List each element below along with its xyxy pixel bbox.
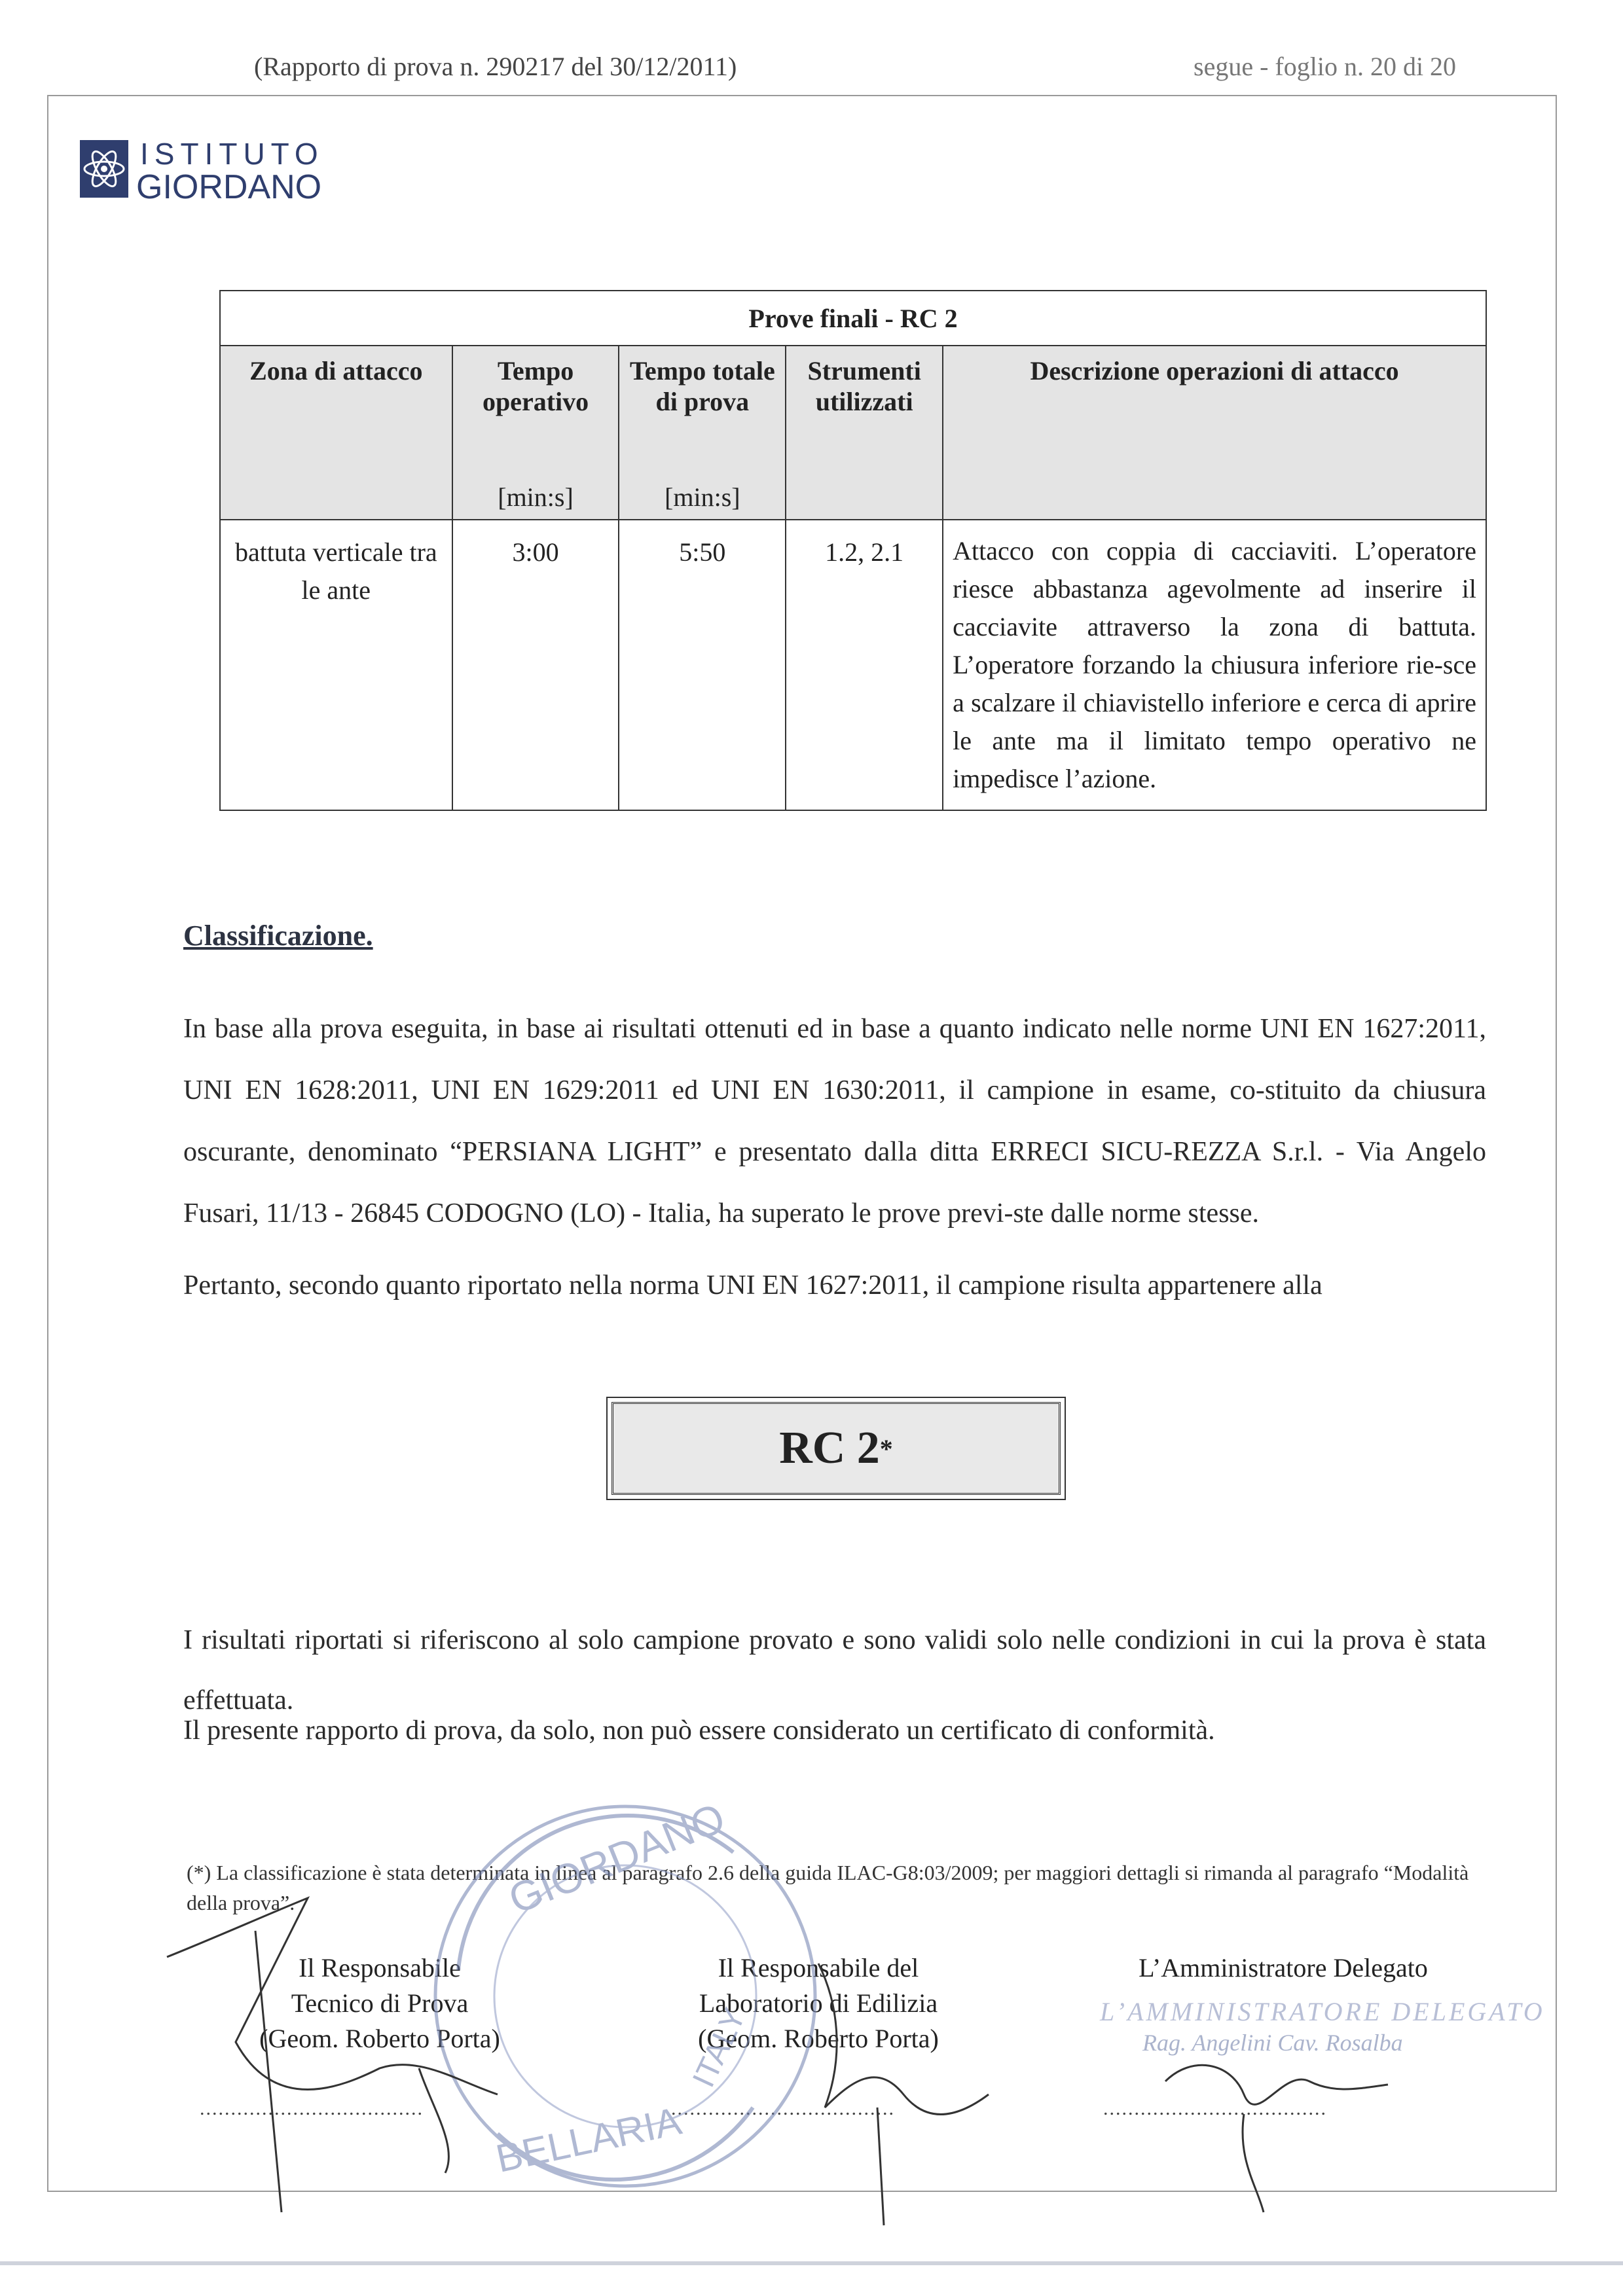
report-reference: (Rapporto di prova n. 290217 del 30/12/2011) <box>254 52 737 81</box>
director-stamp-name: Rag. Angelini Cav. Rosalba <box>1142 2030 1403 2056</box>
header-tools: Strumenti utilizzati <box>786 346 943 520</box>
logo-line-1: ISTITUTO <box>140 137 324 171</box>
result-class: RC 2 <box>779 1423 880 1473</box>
cell-zone: battuta verticale tra le ante <box>220 520 452 810</box>
validity-note: I risultati riportati si riferiscono al solo campione provato e sono validi solo nelle condizioni in cui la prova è stata effettuata. <box>183 1625 1486 1715</box>
bottom-rule <box>0 2261 1623 2265</box>
classification-paragraph: In base alla prova eseguita, in base ai risultati ottenuti ed in base a quanto indicato nelle norme UNI EN 1627:2011, UNI EN 1628:2011, UNI EN 1629:2011 ed UNI EN 1630:2011, il campione in esame, co-stituito da chiusura oscurante, denominato “PERSIANA LIGHT” e presentato dalla ditta ERRECI SICU-REZZA S.r.l. - Via Angelo Fusari, 11/13 - 26845 CODOGNO (LO) - Italia, ha superato le prove previ-ste dalle norme stesse. <box>183 1014 1486 1229</box>
header-zone: Zona di attacco <box>220 346 452 520</box>
svg-text:ITALY: ITALY <box>686 2003 753 2093</box>
header-op-time: Tempo operativo [min:s] <box>452 346 619 520</box>
header-description: Descrizione operazioni di attacco <box>943 346 1486 520</box>
result-class-mark: * <box>879 1433 893 1463</box>
cell-description: Attacco con coppia di cacciaviti. L’operatore riesce abbastanza agevolmente ad inserire il cacciavite attraverso la zona di battuta. L’operatore forzando la chiusura inferiore rie-sce a scalzare il chiavistello inferiore e cerca di aprire le ante ma il limitato tempo operativo ne impedisce l’azione. <box>943 520 1486 810</box>
handwritten-signatures <box>167 1898 1388 2225</box>
cell-op-time: 3:00 <box>452 520 619 810</box>
signature-line-3: .................................... <box>1103 2098 1327 2119</box>
svg-text:BELLARIA: BELLARIA <box>492 2098 685 2181</box>
signature-technical-manager: Il Responsabile Tecnico di Prova (Geom. Roberto Porta) <box>259 1953 500 2053</box>
header-total-unit: [min:s] <box>665 482 740 512</box>
classification-title: Classificazione. <box>183 920 373 952</box>
signature-managing-director: L’Amministratore Delegato <box>1139 1953 1428 1982</box>
director-stamp-title: L’AMMINISTRATORE DELEGATO <box>1100 1997 1545 2026</box>
header-op-unit: [min:s] <box>498 482 574 512</box>
svg-text:GIORDANO: GIORDANO <box>502 1793 732 1923</box>
institute-seal-stamp <box>435 1794 815 2186</box>
footnote: (*) La classificazione è stata determinata in linea al paragrafo 2.6 della guida ILAC-G8:03/2009; per maggiori dettagli si rimanda al paragrafo “Modalità della prova”. <box>187 1861 1469 1914</box>
logo-line-2: GIORDANO <box>136 168 322 206</box>
cell-tools: 1.2, 2.1 <box>786 520 943 810</box>
table-caption: Prove finali - RC 2 <box>220 291 1486 346</box>
signature-line-2: .................................... <box>671 2098 895 2119</box>
cell-total-time: 5:50 <box>619 520 786 810</box>
signature-lab-manager: Il Responsabile del Laboratorio di Edilizia (Geom. Roberto Porta) <box>698 1953 939 2053</box>
signature-line-1: .................................... <box>200 2098 424 2119</box>
page-number: segue - foglio n. 20 di 20 <box>1194 52 1457 81</box>
header-total-time: Tempo totale di prova [min:s] <box>619 346 786 520</box>
classification-conclusion: Pertanto, secondo quanto riportato nella norma UNI EN 1627:2011, il campione risulta appartenere alla <box>183 1270 1322 1300</box>
conformity-note: Il presente rapporto di prova, da solo, non può essere considerato un certificato di conformità. <box>183 1715 1215 1746</box>
